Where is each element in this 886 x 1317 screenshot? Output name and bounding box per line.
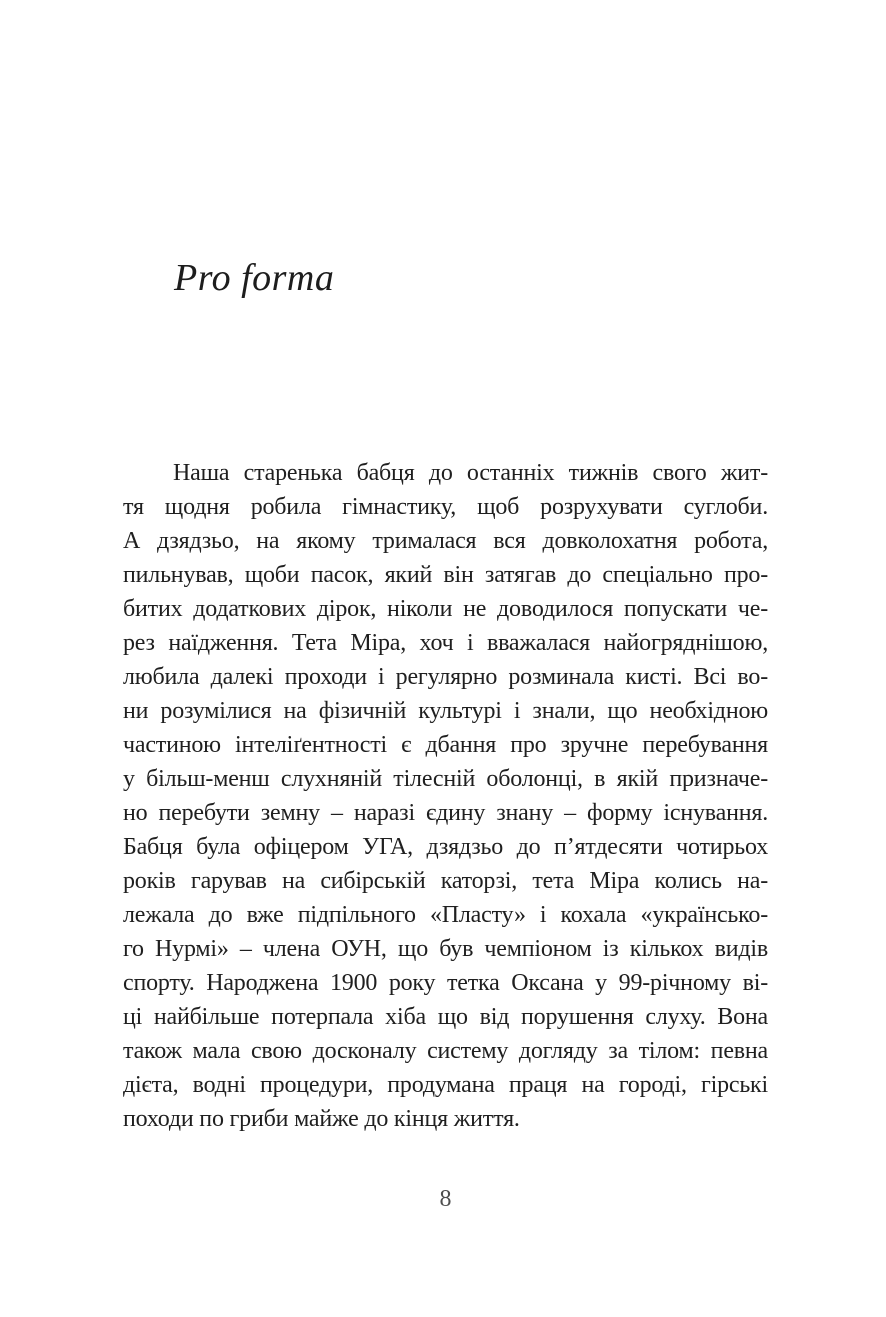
page-number: 8 [439,1186,452,1212]
text-line: ни розумілися на фізичній культурі і знали, що необхідною [123,698,768,724]
text-line: пильнував, щоби пасок, який він затягав до спеціально про- [123,562,768,588]
text-line: років гарував на сибірській каторзі, тета Міра колись на- [123,868,768,894]
text-line: спорту. Народжена 1900 року тетка Оксана у 99-річному ві- [123,970,768,996]
text-line: ці найбільше потерпала хіба що від порушення слуху. Вона [123,1004,768,1030]
text-line: рез наїдження. Тета Міра, хоч і вважалася найогряднішою, [123,630,768,656]
text-line: го Нурмі» – члена ОУН, що був чемпіоном із кількох видів [123,936,768,962]
text-line: Наша старенька бабця до останніх тижнів свого жит- [173,460,768,486]
text-line: Бабця була офіцером УГА, дзядзьо до п’ятдесяти чотирьох [123,834,768,860]
text-line: у більш-менш слухняній тілесній оболонці, в якій призначе- [123,766,768,792]
text-line: частиною інтеліґентності є дбання про зручне перебування [123,732,768,758]
text-line: також мала свою досконалу систему догляду за тілом: певна [123,1038,768,1064]
text-line: тя щодня робила гімнастику, щоб розрухувати суглоби. [123,494,768,520]
text-line: лежала до вже підпільного «Пласту» і кохала «українсько- [123,902,768,928]
text-line: походи по гриби майже до кінця життя. [123,1106,520,1132]
text-line: дієта, водні процедури, продумана праця на городі, гірські [123,1072,768,1098]
chapter-title: Pro forma [174,257,335,299]
text-line: но перебути земну – наразі єдину знану – форму існування. [123,800,768,826]
text-line: любила далекі проходи і регулярно розминала кисті. Всі во- [123,664,768,690]
text-line: А дзядзьо, на якому трималася вся довколохатня робота, [123,528,768,554]
text-line: битих додаткових дірок, ніколи не доводилося попускати че- [123,596,768,622]
paragraph [123,456,768,1136]
